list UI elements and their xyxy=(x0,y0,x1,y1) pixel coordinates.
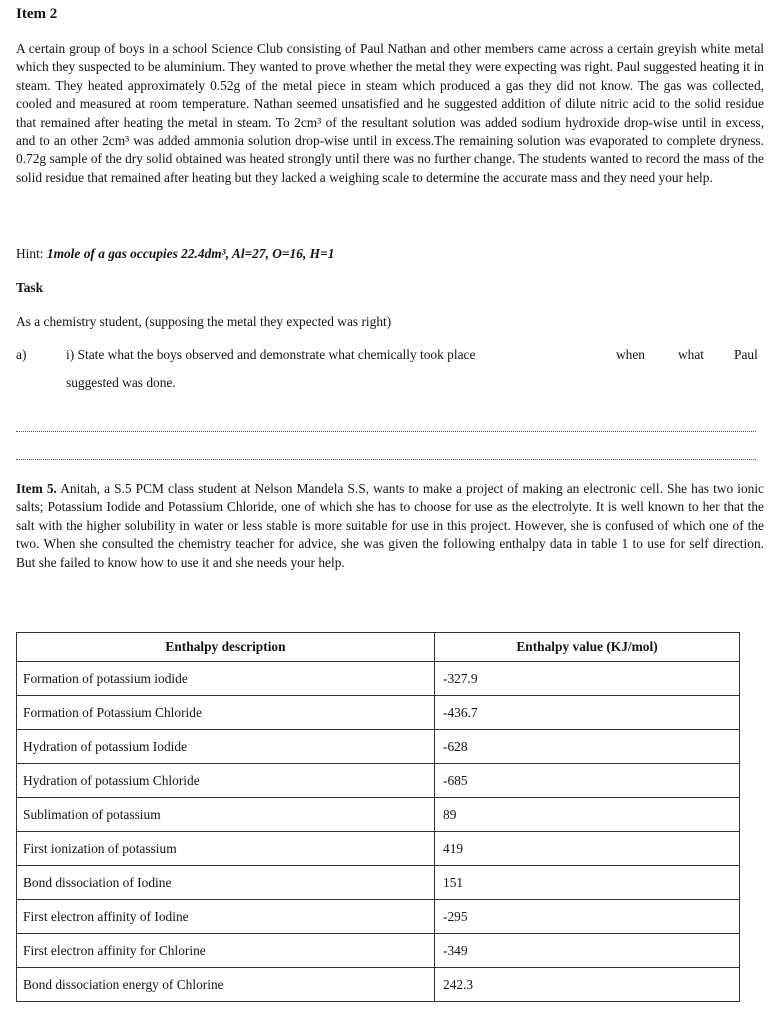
row-description: Bond dissociation energy of Chlorine xyxy=(17,968,435,1002)
question-line-2: suggested was done. xyxy=(66,375,176,390)
row-value: -685 xyxy=(435,764,740,798)
table-row xyxy=(17,730,740,764)
hint-text: 1mole of a gas occupies 22.4dm³, Al=27, O=16, H=1 xyxy=(46,246,335,261)
header-description: Enthalpy description xyxy=(17,633,435,662)
row-description: First electron affinity of Iodine xyxy=(17,900,435,934)
item5-paragraph: Anitah, a S.5 PCM class student at Nelson Mandela S.S, wants to make a project of making an electronic cell. She has two ionic salts; Potassium Iodide and Potassium Chloride, one of which she has to choose for use as the electrolyte. It is well known to her that the salt with the higher solubility in water or less stable is more suitable for use in this project. However, she is confused of which one of the two. When she consulted the chemistry teacher for advice, she was given the following enthalpy data in table 1 to use for self direction. But she failed to know how to use it and she needs your help. xyxy=(16,481,764,570)
question-line-1 xyxy=(66,347,764,363)
table-row xyxy=(17,968,740,1002)
row-description: Bond dissociation of Iodine xyxy=(17,866,435,900)
table-row xyxy=(17,696,740,730)
row-description: Formation of Potassium Chloride xyxy=(17,696,435,730)
hint-label: Hint: xyxy=(16,246,47,261)
question-letter: a) xyxy=(16,347,27,362)
row-value: 242.3 xyxy=(435,968,740,1002)
answer-line-2 xyxy=(16,459,756,460)
question-word-what: what xyxy=(678,347,705,362)
table-row xyxy=(17,764,740,798)
answer-line-1 xyxy=(16,431,756,432)
table-row xyxy=(17,832,740,866)
question-word-paul: Paul xyxy=(734,347,758,362)
header-value: Enthalpy value (KJ/mol) xyxy=(435,633,740,662)
table-row xyxy=(17,866,740,900)
row-description: Sublimation of potassium xyxy=(17,798,435,832)
row-description: First electron affinity for Chlorine xyxy=(17,934,435,968)
row-description: Formation of potassium iodide xyxy=(17,662,435,696)
row-value: -295 xyxy=(435,900,740,934)
question-text: i) State what the boys observed and demonstrate what chemically took place xyxy=(66,347,476,362)
row-value: -436.7 xyxy=(435,696,740,730)
row-description: Hydration of potassium Chloride xyxy=(17,764,435,798)
table-row xyxy=(17,662,740,696)
item2-paragraph: A certain group of boys in a school Science Club consisting of Paul Nathan and other members came across a certain greyish white metal which they suspected to be aluminium. They wanted to prove whether the metal they were expecting was right. Paul suggested heating it in steam. They heated approximately 0.52g of the metal piece in steam which produced a gas they did not know. The gas was collected, cooled and measured at room temperature. Nathan seemed unsatisfied and he suggested addition of dilute nitric acid to the solid residue that remained after heating the metal in steam. To 2cm³ of the resultant solution was added sodium hydroxide drop-wise until in excess, and to an other 2cm³ was added ammonia solution drop-wise until in excess.The remaining solution was evaporated to complete dryness. 0.72g sample of the dry solid obtained was heated strongly until there was no further change. The students wanted to record the mass of the solid residue that remained after heating but they lacked a weighing scale to determine the accurate mass and they need your help. xyxy=(16,41,764,185)
enthalpy-table xyxy=(16,632,740,1002)
item5-title: Item 5. xyxy=(16,481,57,496)
table-row xyxy=(17,798,740,832)
row-description: First ionization of potassium xyxy=(17,832,435,866)
hint-line xyxy=(16,246,334,262)
item5-paragraph-block xyxy=(16,480,764,572)
row-value: -327.9 xyxy=(435,662,740,696)
row-value: 151 xyxy=(435,866,740,900)
task-intro: As a chemistry student, (supposing the metal they expected was right) xyxy=(16,314,392,329)
row-value: 419 xyxy=(435,832,740,866)
table-row xyxy=(17,900,740,934)
row-value: 89 xyxy=(435,798,740,832)
row-value: -628 xyxy=(435,730,740,764)
row-value: -349 xyxy=(435,934,740,968)
item2-title: Item 2 xyxy=(16,6,58,22)
row-description: Hydration of potassium Iodide xyxy=(17,730,435,764)
question-word-when: when xyxy=(616,347,646,362)
table-header-row xyxy=(17,633,740,662)
task-heading: Task xyxy=(16,280,44,295)
table-row xyxy=(17,934,740,968)
